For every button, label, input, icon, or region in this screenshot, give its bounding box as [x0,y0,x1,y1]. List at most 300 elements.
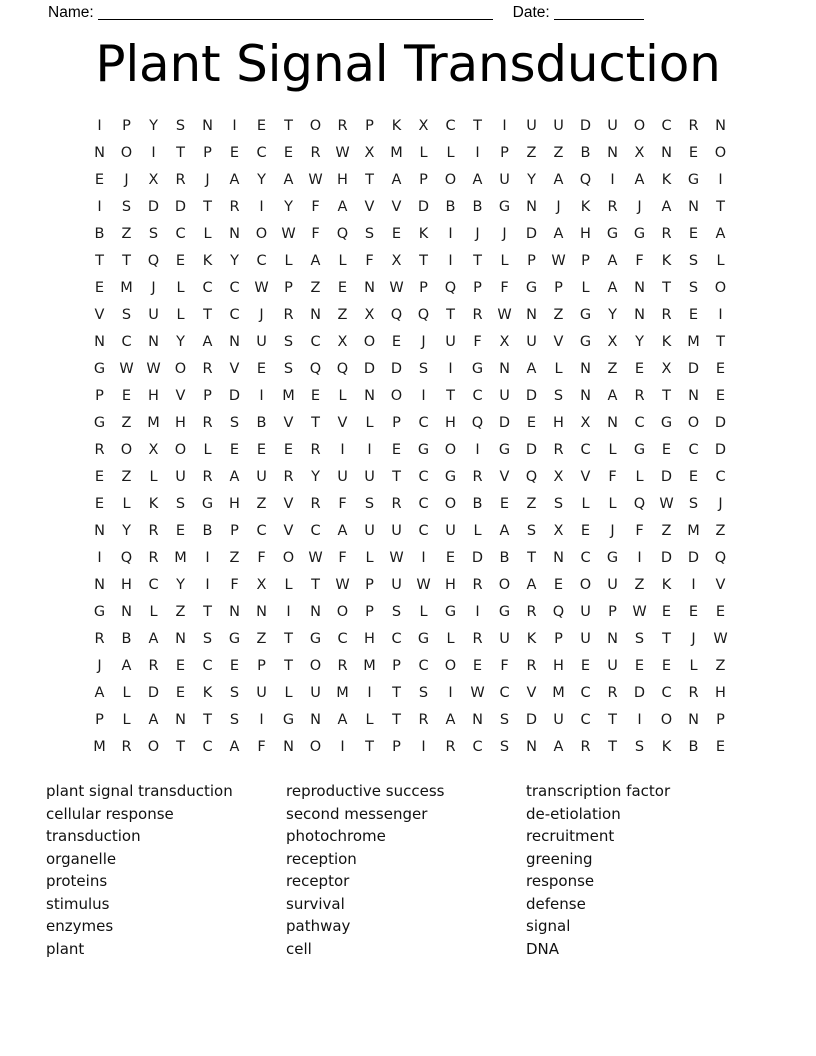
grid-cell[interactable]: I [448,685,453,701]
grid-cell[interactable]: T [176,145,185,161]
grid-cell[interactable]: J [151,280,156,296]
grid-cell[interactable]: D [147,199,160,215]
grid-cell[interactable]: E [715,388,726,404]
grid-cell[interactable]: E [229,442,240,458]
grid-cell[interactable]: N [553,550,564,566]
grid-cell[interactable]: R [472,307,483,323]
grid-cell[interactable]: F [635,523,644,539]
grid-cell[interactable]: R [175,172,186,188]
word-list-item[interactable]: transcription factor [526,782,671,800]
grid-cell[interactable]: R [337,118,348,134]
grid-cell[interactable]: N [94,577,105,593]
grid-cell[interactable]: B [580,145,591,161]
grid-cell[interactable]: O [444,442,457,458]
grid-cell[interactable]: G [606,226,619,242]
grid-cell[interactable]: A [121,658,132,674]
grid-cell[interactable]: Z [229,550,240,566]
grid-cell[interactable]: E [175,523,186,539]
grid-cell[interactable]: U [310,685,321,701]
grid-cell[interactable]: W [119,361,134,377]
word-list-item[interactable]: plant signal transduction [46,782,233,800]
grid-cell[interactable]: T [473,253,482,269]
grid-cell[interactable]: M [336,685,349,701]
grid-cell[interactable]: U [337,469,348,485]
grid-cell[interactable]: I [718,307,723,323]
grid-cell[interactable]: C [148,577,159,593]
grid-cell[interactable]: F [257,739,266,755]
grid-cell[interactable]: L [149,469,158,485]
grid-cell[interactable]: L [446,145,455,161]
grid-cell[interactable]: C [661,685,672,701]
grid-cell[interactable]: C [580,712,591,728]
grid-cell[interactable]: C [418,496,429,512]
grid-cell[interactable]: C [229,280,240,296]
grid-cell[interactable]: L [716,253,725,269]
grid-cell[interactable]: S [364,496,375,512]
grid-cell[interactable]: M [687,334,700,350]
grid-cell[interactable]: G [498,604,511,620]
grid-cell[interactable]: A [472,172,483,188]
grid-cell[interactable]: A [715,226,726,242]
grid-cell[interactable]: R [121,739,132,755]
grid-cell[interactable]: I [205,577,210,593]
grid-cell[interactable]: P [365,118,374,134]
grid-cell[interactable]: G [687,172,700,188]
grid-cell[interactable]: N [148,334,159,350]
grid-cell[interactable]: L [500,253,509,269]
grid-cell[interactable]: P [473,280,482,296]
grid-cell[interactable]: L [149,604,158,620]
grid-cell[interactable]: D [174,199,187,215]
grid-cell[interactable]: R [202,469,213,485]
grid-cell[interactable]: Z [121,415,132,431]
grid-cell[interactable]: W [254,280,269,296]
grid-cell[interactable]: Q [390,307,403,323]
grid-cell[interactable]: Z [553,307,564,323]
grid-cell[interactable]: Y [527,172,536,188]
grid-cell[interactable]: R [148,550,159,566]
grid-cell[interactable]: T [122,253,131,269]
grid-cell[interactable]: T [608,739,617,755]
grid-cell[interactable]: A [607,253,618,269]
grid-cell[interactable]: U [499,388,510,404]
grid-cell[interactable]: L [122,496,131,512]
grid-cell[interactable]: R [229,199,240,215]
grid-cell[interactable]: E [661,442,672,458]
grid-cell[interactable]: G [633,226,646,242]
grid-cell[interactable]: G [525,280,538,296]
grid-cell[interactable]: C [580,550,591,566]
grid-cell[interactable]: X [553,523,564,539]
grid-cell[interactable]: E [391,442,402,458]
word-list-item[interactable]: reproductive success [286,782,445,800]
grid-cell[interactable]: B [499,550,510,566]
grid-cell[interactable]: U [607,118,618,134]
grid-cell[interactable]: E [715,361,726,377]
grid-cell[interactable]: L [338,253,347,269]
grid-cell[interactable]: F [338,496,347,512]
grid-cell[interactable]: L [419,145,428,161]
grid-cell[interactable]: B [256,415,267,431]
grid-cell[interactable]: R [94,631,105,647]
grid-cell[interactable]: L [365,550,374,566]
grid-cell[interactable]: E [175,685,186,701]
grid-cell[interactable]: C [418,523,429,539]
grid-cell[interactable]: N [607,145,618,161]
grid-cell[interactable]: E [553,577,564,593]
grid-cell[interactable]: S [553,496,564,512]
grid-cell[interactable]: S [418,685,429,701]
grid-cell[interactable]: P [203,388,212,404]
grid-cell[interactable]: C [229,307,240,323]
grid-cell[interactable]: D [687,550,700,566]
grid-cell[interactable]: F [338,550,347,566]
grid-cell[interactable]: I [448,226,453,242]
grid-cell[interactable]: N [634,280,645,296]
grid-cell[interactable]: T [392,685,401,701]
grid-cell[interactable]: L [365,415,374,431]
grid-cell[interactable]: B [121,631,132,647]
grid-cell[interactable]: C [202,739,213,755]
grid-cell[interactable]: R [94,442,105,458]
grid-cell[interactable]: O [444,658,457,674]
grid-cell[interactable]: O [309,658,322,674]
grid-cell[interactable]: V [175,388,186,404]
grid-cell[interactable]: F [635,253,644,269]
grid-cell[interactable]: G [579,334,592,350]
grid-cell[interactable]: G [282,712,295,728]
word-list-item[interactable]: signal [526,917,571,935]
grid-cell[interactable]: M [390,145,403,161]
grid-cell[interactable]: N [121,604,132,620]
word-list-item[interactable]: enzymes [46,917,114,935]
grid-cell[interactable]: M [687,523,700,539]
grid-cell[interactable]: Z [310,280,321,296]
grid-cell[interactable]: C [337,631,348,647]
grid-cell[interactable]: L [338,388,347,404]
grid-cell[interactable]: G [660,415,673,431]
grid-cell[interactable]: H [121,577,132,593]
grid-cell[interactable]: N [310,712,321,728]
grid-cell[interactable]: V [391,199,402,215]
grid-cell[interactable]: U [526,118,537,134]
grid-cell[interactable]: I [421,739,426,755]
grid-cell[interactable]: Y [230,253,239,269]
grid-cell[interactable]: C [202,280,213,296]
grid-cell[interactable]: S [121,199,132,215]
grid-cell[interactable]: I [97,118,102,134]
grid-cell[interactable]: R [418,712,429,728]
grid-cell[interactable]: S [688,280,699,296]
grid-cell[interactable]: V [337,415,348,431]
grid-cell[interactable]: U [553,712,564,728]
grid-cell[interactable]: S [364,226,375,242]
grid-cell[interactable]: N [94,334,105,350]
grid-cell[interactable]: C [445,118,456,134]
grid-cell[interactable]: O [444,496,457,512]
grid-cell[interactable]: C [580,685,591,701]
grid-cell[interactable]: F [473,334,482,350]
grid-cell[interactable]: U [445,334,456,350]
grid-cell[interactable]: I [502,118,507,134]
grid-cell[interactable]: C [256,145,267,161]
grid-cell[interactable]: N [688,712,699,728]
grid-cell[interactable]: O [444,172,457,188]
grid-cell[interactable]: C [418,415,429,431]
grid-cell[interactable]: Y [284,199,293,215]
grid-cell[interactable]: V [499,469,510,485]
grid-cell[interactable]: Y [635,334,644,350]
grid-cell[interactable]: T [446,388,455,404]
grid-cell[interactable]: S [499,739,510,755]
grid-cell[interactable]: I [475,145,480,161]
grid-cell[interactable]: O [120,442,133,458]
grid-cell[interactable]: H [175,415,186,431]
grid-cell[interactable]: K [580,199,591,215]
grid-cell[interactable]: P [230,523,239,539]
grid-cell[interactable]: R [445,739,456,755]
grid-cell[interactable]: J [421,334,426,350]
word-list-item[interactable]: stimulus [46,894,110,913]
grid-cell[interactable]: A [94,685,105,701]
grid-cell[interactable]: G [309,631,322,647]
grid-cell[interactable]: Y [176,334,185,350]
grid-cell[interactable]: I [97,199,102,215]
grid-cell[interactable]: G [498,199,511,215]
grid-cell[interactable]: K [661,577,672,593]
grid-cell[interactable]: Z [175,604,186,620]
grid-cell[interactable]: D [498,415,511,431]
grid-cell[interactable]: W [308,172,323,188]
grid-cell[interactable]: E [94,469,105,485]
grid-cell[interactable]: H [148,388,159,404]
word-list-item[interactable]: de-etiolation [526,804,621,823]
grid-cell[interactable]: G [633,442,646,458]
grid-cell[interactable]: W [497,307,512,323]
grid-cell[interactable]: S [499,712,510,728]
grid-cell[interactable]: X [607,334,618,350]
grid-cell[interactable]: N [256,604,267,620]
grid-cell[interactable]: A [229,469,240,485]
grid-cell[interactable]: Z [526,145,537,161]
grid-cell[interactable]: P [365,577,374,593]
grid-cell[interactable]: D [714,415,727,431]
grid-cell[interactable]: A [526,361,537,377]
grid-cell[interactable]: H [580,226,591,242]
grid-cell[interactable]: D [471,550,484,566]
grid-cell[interactable]: T [608,712,617,728]
grid-cell[interactable]: K [661,739,672,755]
grid-cell[interactable]: C [202,658,213,674]
grid-cell[interactable]: Q [444,280,457,296]
grid-cell[interactable]: K [526,631,537,647]
grid-cell[interactable]: U [580,604,591,620]
grid-cell[interactable]: U [607,658,618,674]
grid-cell[interactable]: D [525,388,538,404]
word-list-item[interactable]: survival [286,894,345,913]
grid-cell[interactable]: N [607,415,618,431]
grid-cell[interactable]: N [229,334,240,350]
grid-cell[interactable]: H [553,415,564,431]
grid-cell[interactable]: U [553,118,564,134]
grid-cell[interactable]: G [201,496,214,512]
grid-cell[interactable]: E [337,280,348,296]
grid-cell[interactable]: T [365,739,374,755]
grid-cell[interactable]: S [634,631,645,647]
grid-cell[interactable]: N [688,388,699,404]
grid-cell[interactable]: D [579,118,592,134]
grid-cell[interactable]: X [661,361,672,377]
grid-cell[interactable]: J [502,226,507,242]
grid-cell[interactable]: N [688,199,699,215]
grid-cell[interactable]: I [205,550,210,566]
grid-cell[interactable]: S [229,415,240,431]
grid-cell[interactable]: P [392,658,401,674]
grid-cell[interactable]: R [148,523,159,539]
grid-cell[interactable]: P [608,604,617,620]
word-list-item[interactable]: photochrome [286,827,386,845]
grid-cell[interactable]: E [256,361,267,377]
grid-cell[interactable]: T [716,334,725,350]
grid-cell[interactable]: D [525,442,538,458]
grid-cell[interactable]: K [661,172,672,188]
grid-cell[interactable]: E [688,226,699,242]
grid-cell[interactable]: F [500,280,509,296]
grid-cell[interactable]: N [202,118,213,134]
grid-cell[interactable]: H [445,415,456,431]
grid-cell[interactable]: C [175,226,186,242]
grid-cell[interactable]: O [147,739,160,755]
grid-cell[interactable]: N [499,361,510,377]
grid-cell[interactable]: T [662,388,671,404]
grid-cell[interactable]: I [637,712,642,728]
grid-cell[interactable]: J [97,658,102,674]
grid-cell[interactable]: O [714,145,727,161]
grid-cell[interactable]: E [391,226,402,242]
grid-cell[interactable]: J [718,496,723,512]
grid-cell[interactable]: Q [633,496,646,512]
grid-cell[interactable]: X [148,442,159,458]
grid-cell[interactable]: M [93,739,106,755]
grid-cell[interactable]: W [281,226,296,242]
word-list-item[interactable]: DNA [526,939,560,958]
grid-cell[interactable]: S [634,739,645,755]
grid-cell[interactable]: Z [526,496,537,512]
grid-cell[interactable]: G [93,361,106,377]
date-input-rule[interactable] [554,7,644,20]
grid-cell[interactable]: Q [309,361,322,377]
grid-cell[interactable]: W [335,145,350,161]
grid-cell[interactable]: L [473,523,482,539]
grid-cell[interactable]: C [256,523,267,539]
grid-cell[interactable]: B [472,496,483,512]
grid-cell[interactable]: S [553,388,564,404]
grid-cell[interactable]: O [390,388,403,404]
grid-cell[interactable]: I [448,253,453,269]
grid-cell[interactable]: T [176,739,185,755]
grid-cell[interactable]: U [364,523,375,539]
grid-cell[interactable]: P [95,388,104,404]
grid-cell[interactable]: R [472,631,483,647]
grid-cell[interactable]: N [526,199,537,215]
grid-cell[interactable]: Y [149,118,158,134]
grid-cell[interactable]: I [421,388,426,404]
grid-cell[interactable]: G [579,307,592,323]
grid-cell[interactable]: L [581,496,590,512]
grid-cell[interactable]: N [634,307,645,323]
grid-cell[interactable]: C [688,442,699,458]
grid-cell[interactable]: R [688,118,699,134]
grid-cell[interactable]: Q [336,361,349,377]
grid-cell[interactable]: C [256,253,267,269]
grid-cell[interactable]: B [688,739,699,755]
grid-cell[interactable]: S [526,523,537,539]
grid-cell[interactable]: N [94,145,105,161]
grid-cell[interactable]: M [120,280,133,296]
grid-cell[interactable]: O [714,280,727,296]
grid-cell[interactable]: Q [120,550,133,566]
grid-cell[interactable]: E [580,523,591,539]
grid-cell[interactable]: A [499,523,510,539]
grid-cell[interactable]: O [309,118,322,134]
grid-cell[interactable]: O [120,145,133,161]
grid-cell[interactable]: W [389,280,404,296]
grid-cell[interactable]: T [311,415,320,431]
grid-cell[interactable]: A [607,388,618,404]
grid-cell[interactable]: H [364,631,375,647]
grid-cell[interactable]: S [121,307,132,323]
grid-cell[interactable]: D [363,361,376,377]
grid-cell[interactable]: J [475,226,480,242]
grid-cell[interactable]: L [689,658,698,674]
grid-cell[interactable]: L [446,631,455,647]
grid-cell[interactable]: I [718,172,723,188]
grid-cell[interactable]: T [203,199,212,215]
grid-cell[interactable]: Q [417,307,430,323]
grid-cell[interactable]: A [148,631,159,647]
grid-cell[interactable]: E [283,145,294,161]
grid-cell[interactable]: B [445,199,456,215]
grid-cell[interactable]: O [498,577,511,593]
grid-cell[interactable]: P [392,739,401,755]
grid-cell[interactable]: D [147,685,160,701]
grid-cell[interactable]: R [310,496,321,512]
grid-cell[interactable]: P [284,280,293,296]
grid-cell[interactable]: Z [121,226,132,242]
grid-cell[interactable]: U [175,469,186,485]
grid-cell[interactable]: L [608,442,617,458]
grid-cell[interactable]: A [445,712,456,728]
word-list-item[interactable]: pathway [286,917,351,935]
grid-cell[interactable]: E [283,442,294,458]
grid-cell[interactable]: E [121,388,132,404]
grid-cell[interactable]: E [445,550,456,566]
grid-cell[interactable]: T [473,118,482,134]
grid-cell[interactable]: G [444,604,457,620]
grid-cell[interactable]: P [257,658,266,674]
grid-cell[interactable]: I [97,550,102,566]
grid-cell[interactable]: X [553,469,564,485]
grid-cell[interactable]: O [687,415,700,431]
grid-cell[interactable]: R [283,469,294,485]
grid-cell[interactable]: I [259,199,264,215]
grid-cell[interactable]: Y [257,172,266,188]
grid-cell[interactable]: R [661,307,672,323]
grid-cell[interactable]: V [580,469,591,485]
grid-cell[interactable]: W [308,550,323,566]
grid-cell[interactable]: E [256,118,267,134]
grid-cell[interactable]: C [634,415,645,431]
